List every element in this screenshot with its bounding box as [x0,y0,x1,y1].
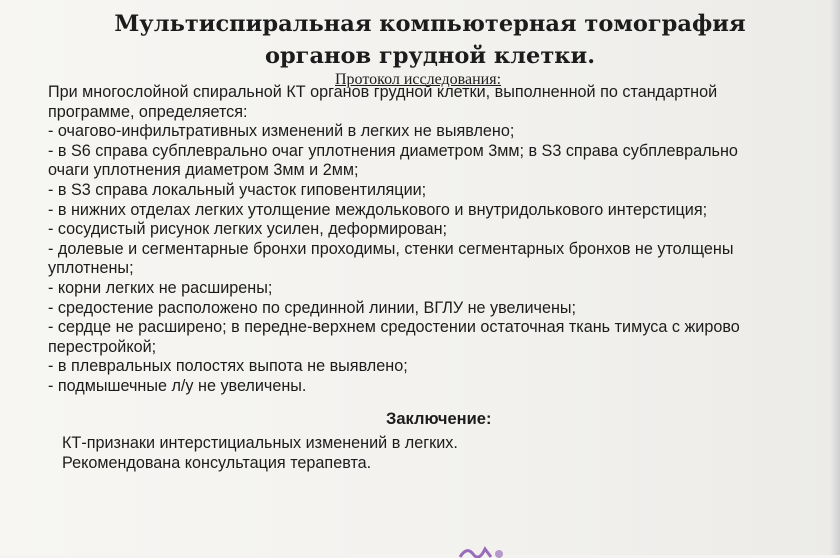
conclusion-text [62,433,458,473]
body-line: - корни легких не расширены; [48,278,273,297]
body-line: очаги уплотнения диаметром 3мм и 2мм; [48,161,359,180]
document-title-line-1: Мультиспиральная компьютерная томография [114,11,746,37]
body-line: - долевые и сегментарные бронхи проходимы, стенки сегментарных бронхов не утолщены [48,239,734,258]
document-title-line-2: органов грудной клетки. [264,43,596,69]
body-line: - в S3 справа локальный участок гиповентиляции; [48,180,427,199]
conclusion-line: Рекомендована консультация терапевта. [62,454,372,472]
body-line: - в S6 справа субплеврально очаг уплотнения диаметром 3мм; в S3 справа субплеврально [48,141,738,160]
stamp-fragment [455,540,515,558]
conclusion-line: КТ-признаки интерстициальных изменений в легких. [62,434,458,452]
body-line: уплотнены; [48,259,134,278]
protocol-body [48,83,828,397]
body-line: - в плевральных полостях выпота не выявлено; [48,357,408,376]
page-edge-shadow [830,0,840,555]
body-line: - в нижних отделах легких утолщение междолькового и внутридолькового интерстиция; [48,200,708,219]
body-line: - средостение расположено по срединной линии, ВГЛУ не увеличены; [48,298,577,317]
protocol-subtitle: Протокол исследования: [335,71,502,88]
body-line: - очагово-инфильтративных изменений в легких не выявлено; [48,122,515,141]
body-line: - подмышечные л/у не увеличены. [48,376,307,395]
conclusion-heading: Заключение: [386,410,492,428]
body-line: - сердце не расширено; в передне-верхнем средостении остаточная ткань тимуса с жирово [48,318,740,337]
body-line: программе, определяется: [48,102,248,121]
body-line: - сосудистый рисунок легких усилен, деформирован; [48,220,448,239]
body-line: перестройкой; [48,337,157,356]
body-line: При многослойной спиральной КТ органов грудной клетки, выполненной по стандартной [48,83,718,101]
